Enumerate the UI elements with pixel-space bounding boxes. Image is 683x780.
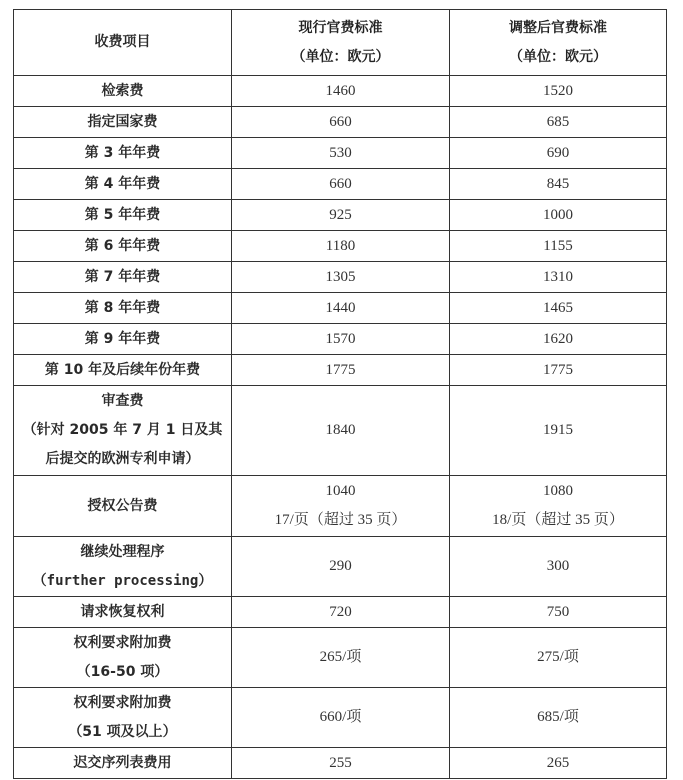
header-current-title: 现行官费标准 (298, 19, 383, 36)
header-adjusted-unit: （单位：欧元） (509, 48, 607, 65)
late-sequence-adjusted: 265 (450, 748, 667, 779)
row-label: 第 6 年年费 (14, 231, 232, 262)
row-adjusted: 1520 (450, 76, 667, 107)
row-current: 660 (232, 107, 450, 138)
table-row (14, 324, 667, 355)
table-row (14, 200, 667, 231)
further-processing-label-line2: （further processing） (32, 572, 213, 589)
exam-fee-label-line1: 审查费 (101, 393, 144, 409)
row-adjusted: 1775 (450, 355, 667, 386)
header-adjusted (450, 10, 667, 76)
grant-fee-current-base: 1040 (325, 483, 356, 499)
grant-fee-adjusted (450, 476, 667, 537)
claims-fee-51-row (14, 688, 667, 748)
further-processing-adjusted: 300 (450, 537, 667, 597)
row-current: 1180 (232, 231, 450, 262)
grant-fee-current-per-page: 17/页（超过 35 页） (274, 512, 407, 528)
claims-fee-16-50-row (14, 628, 667, 688)
row-current: 1305 (232, 262, 450, 293)
row-label: 第 4 年年费 (14, 169, 232, 200)
row-label: 第 5 年年费 (14, 200, 232, 231)
row-label: 第 3 年年费 (14, 138, 232, 169)
claims-fee-51-label-line2: （51 项及以上） (68, 723, 177, 740)
header-current (232, 10, 450, 76)
exam-fee-label-line2: （针对 2005 年 7 月 1 日及其 (22, 422, 223, 438)
row-adjusted: 1000 (450, 200, 667, 231)
row-label: 第 10 年及后续年份年费 (14, 355, 232, 386)
claims-fee-51-current: 660/项 (232, 688, 450, 748)
header-item-label: 收费项目 (94, 34, 151, 50)
table-row (14, 355, 667, 386)
row-current: 925 (232, 200, 450, 231)
restore-rights-label: 请求恢复权利 (14, 597, 232, 628)
row-current: 660 (232, 169, 450, 200)
row-adjusted: 1155 (450, 231, 667, 262)
restore-rights-adjusted: 750 (450, 597, 667, 628)
row-label: 第 9 年年费 (14, 324, 232, 355)
grant-fee-label: 授权公告费 (14, 476, 232, 537)
grant-fee-current (232, 476, 450, 537)
exam-fee-adjusted: 1915 (450, 386, 667, 476)
header-row (14, 10, 667, 76)
restore-rights-current: 720 (232, 597, 450, 628)
row-current: 1460 (232, 76, 450, 107)
claims-fee-16-50-label-line1: 权利要求附加费 (73, 634, 172, 651)
row-current: 530 (232, 138, 450, 169)
exam-fee-label (14, 386, 232, 476)
row-label: 第 8 年年费 (14, 293, 232, 324)
late-sequence-row (14, 748, 667, 779)
further-processing-label-line1: 继续处理程序 (80, 543, 165, 560)
further-processing-label (14, 537, 232, 597)
exam-fee-row (14, 386, 667, 476)
late-sequence-label: 迟交序列表费用 (14, 748, 232, 779)
claims-fee-51-adjusted: 685/项 (450, 688, 667, 748)
grant-fee-adjusted-per-page: 18/页（超过 35 页） (492, 512, 624, 528)
exam-fee-current: 1840 (232, 386, 450, 476)
header-item (14, 10, 232, 76)
row-current: 1570 (232, 324, 450, 355)
grant-fee-row (14, 476, 667, 537)
row-current: 1440 (232, 293, 450, 324)
row-current: 1775 (232, 355, 450, 386)
claims-fee-16-50-label-line2: （16-50 项） (76, 663, 169, 680)
exam-fee-label-line3: 后提交的欧洲专利申请） (45, 451, 200, 467)
claims-fee-16-50-adjusted: 275/项 (450, 628, 667, 688)
header-adjusted-title: 调整后官费标准 (509, 19, 607, 36)
row-adjusted: 845 (450, 169, 667, 200)
grant-fee-adjusted-base: 1080 (543, 483, 573, 499)
claims-fee-16-50-current: 265/项 (232, 628, 450, 688)
claims-fee-51-label (14, 688, 232, 748)
claims-fee-51-label-line1: 权利要求附加费 (73, 694, 172, 711)
row-adjusted: 1465 (450, 293, 667, 324)
row-adjusted: 1310 (450, 262, 667, 293)
table-row (14, 293, 667, 324)
header-current-unit: （单位：欧元） (291, 48, 390, 65)
further-processing-row (14, 537, 667, 597)
table-row (14, 262, 667, 293)
row-adjusted: 685 (450, 107, 667, 138)
claims-fee-16-50-label (14, 628, 232, 688)
table-row (14, 231, 667, 262)
fee-table (13, 9, 667, 779)
late-sequence-current: 255 (232, 748, 450, 779)
row-adjusted: 1620 (450, 324, 667, 355)
row-label: 指定国家费 (14, 107, 232, 138)
table-row (14, 138, 667, 169)
table-row (14, 76, 667, 107)
row-adjusted: 690 (450, 138, 667, 169)
row-label: 检索费 (14, 76, 232, 107)
restore-rights-row (14, 597, 667, 628)
table-row (14, 107, 667, 138)
row-label: 第 7 年年费 (14, 262, 232, 293)
table-row (14, 169, 667, 200)
further-processing-current: 290 (232, 537, 450, 597)
